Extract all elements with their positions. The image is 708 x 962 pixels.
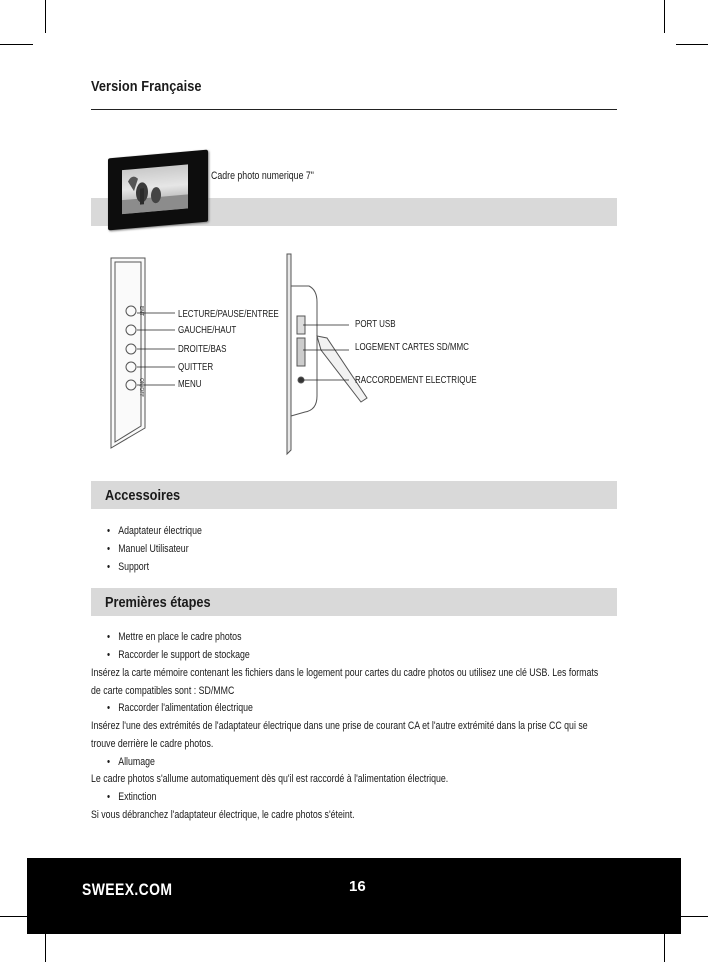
beach-photo-icon (122, 164, 188, 214)
step-item: • Allumage (107, 756, 155, 768)
list-item: • Support (107, 561, 150, 573)
label-left-up: GAUCHE/HAUT (178, 325, 237, 336)
frame-front-view (111, 258, 145, 448)
frame-screen (122, 164, 188, 214)
step-item: • Raccorder l'alimentation électrique (107, 702, 253, 714)
crop-mark (664, 0, 665, 33)
crop-mark (45, 930, 46, 962)
step-item: • Extinction (107, 791, 157, 803)
label-usb-port: PORT USB (355, 319, 396, 330)
list-item: • Adaptateur électrique (107, 525, 202, 537)
section-heading-premieres-etapes: Premières étapes (105, 594, 211, 611)
photo-frame-image (108, 150, 208, 231)
section-heading-accessoires: Accessoires (105, 487, 181, 504)
step-item: • Mettre en place le cadre photos (107, 631, 242, 643)
bullet: • (107, 543, 111, 555)
crop-mark (664, 930, 665, 962)
header-divider (91, 109, 617, 110)
frame-diagram (91, 250, 617, 470)
side-mark-ent: ENT (138, 306, 144, 316)
step-paragraph: trouve derrière le cadre photos. (91, 738, 214, 750)
bullet: • (107, 525, 111, 537)
label-sd-slot: LOGEMENT CARTES SD/MMC (355, 342, 469, 353)
bullet: • (107, 791, 111, 803)
page-title: Version Française (91, 78, 202, 95)
step-paragraph: Insérez la carte mémoire contenant les fichiers dans le logement pour cartes du cadre photos ou utilisez une clé USB. Les formats (91, 667, 599, 679)
page-footer (27, 858, 681, 934)
bullet: • (107, 756, 111, 768)
side-mark-onoff: ON/OFF (138, 378, 144, 398)
list-item: • Manuel Utilisateur (107, 543, 189, 555)
label-right-down: DROITE/BAS (178, 344, 227, 355)
label-play-pause-enter: LECTURE/PAUSE/ENTREE (178, 309, 279, 320)
brand-logo: SWEEX.COM (82, 880, 173, 899)
crop-mark (676, 44, 708, 45)
step-item: • Raccorder le support de stockage (107, 649, 250, 661)
crop-mark (0, 44, 33, 45)
frame-side-view (287, 254, 367, 454)
label-menu: MENU (178, 379, 202, 390)
sd-slot (297, 338, 305, 366)
step-paragraph: Si vous débranchez l'adaptateur électrique, le cadre photos s'éteint. (91, 809, 355, 821)
section-accessoires (91, 481, 617, 509)
bullet: • (107, 631, 111, 643)
step-paragraph: Le cadre photos s'allume automatiquement dès qu'il est raccordé à l'alimentation électrique. (91, 773, 449, 785)
product-caption: Cadre photo numerique 7" (211, 170, 314, 182)
label-exit: QUITTER (178, 362, 214, 373)
crop-mark (45, 0, 46, 33)
step-paragraph: Insérez l'une des extrémités de l'adaptateur électrique dans une prise de courant CA et l'autre extrémité dans la prise CC qui se (91, 720, 588, 732)
bullet: • (107, 649, 111, 661)
bullet: • (107, 561, 111, 573)
section-premieres-etapes (91, 588, 617, 616)
page-number: 16 (349, 878, 366, 895)
step-paragraph: de carte compatibles sont : SD/MMC (91, 685, 235, 697)
bullet: • (107, 702, 111, 714)
label-power-jack: RACCORDEMENT ELECTRIQUE (355, 375, 477, 386)
